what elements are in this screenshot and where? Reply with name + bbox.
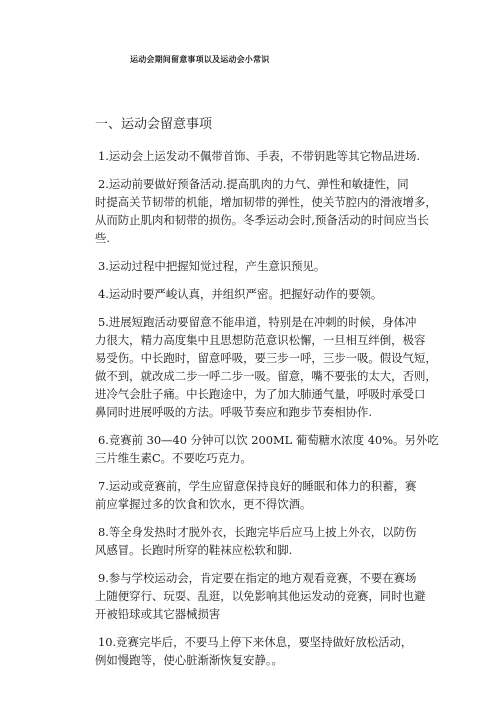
paragraph-line: 三片维生素C。不要吃巧克力。	[95, 451, 252, 465]
section-heading: 一、运动会留意事项	[95, 117, 213, 132]
paragraph-line: 4.运动时要严峻认真，并组织严密。把握好动作的要领。	[98, 287, 383, 301]
paragraph-item	[95, 431, 440, 467]
paragraph-line: 5.进展短跑活动要留意不能串道，特别是在冲刺的时候，身体冲	[98, 315, 417, 329]
paragraph-list	[95, 147, 440, 669]
paragraph-item	[95, 523, 440, 559]
paragraph-line: 8.等全身发热时才脱外衣，长跑完毕后应马上披上外衣，以防伤	[98, 525, 417, 539]
paragraph-line: 开被铅球或其它器械损害	[95, 607, 221, 621]
paragraph-line: 易受伤。中长跑时，留意呼吸，要三步一呼，三步一吸。假设气短，	[95, 351, 437, 365]
paragraph-item	[95, 477, 440, 513]
paragraph-line: 9.参与学校运动会，肯定要在指定的地方观看竞赛，不要在赛场	[98, 571, 417, 585]
paragraph-line: 上随便穿行、玩耍、乱逛，以免影响其他运发动的竞赛，同时也避	[95, 589, 426, 603]
paragraph-line: 例如慢跑等，使心脏渐渐恢复安静。。	[95, 653, 283, 667]
paragraph-line: 6.竞赛前 30—40 分钟可以饮 200ML 葡萄糖水浓度 40%。另外吃	[98, 433, 439, 447]
paragraph-item	[95, 257, 440, 275]
paragraph-line: 进冷气会肚子痛。中长跑途中，为了加大肺通气量，呼吸时承受口	[95, 387, 426, 401]
paragraph-item	[95, 633, 440, 669]
paragraph-line: 7.运动或竞赛前，学生应留意保持良好的睡眠和体力的积蓄，赛	[98, 479, 417, 493]
paragraph-line: 些.	[95, 231, 111, 245]
paragraph-line: 前应掌握过多的饮食和饮水，更不得饮酒。	[95, 497, 312, 511]
paragraph-item	[95, 147, 440, 165]
paragraph-line: 2.运动前要做好预备活动.提高肌肉的力气、弹性和敏捷性，同	[98, 177, 409, 191]
paragraph-line: 做不到，就改成二步一呼二步一吸。留意，嘴不要张的太大，否则，	[95, 369, 437, 383]
paragraph-line: 鼻同时进展呼吸的方法。呼吸节奏应和跑步节奏相协作.	[95, 405, 372, 419]
paragraph-item	[95, 175, 440, 247]
document-title: 运动会期间留意事项以及运动会小常识	[130, 55, 270, 64]
paragraph-line: 1.运动会上运发动不佩带首饰、手表，不带钥匙等其它物品进场.	[98, 149, 421, 163]
document-body	[95, 116, 440, 679]
paragraph-item	[95, 285, 440, 303]
paragraph-line: 从而防止肌肉和韧带的损伤。冬季运动会时,预备活动的时间应当长	[95, 213, 429, 227]
paragraph-line: 时提高关节韧带的机能，增加韧带的弹性，使关节腔内的滑液增多，	[95, 195, 437, 209]
paragraph-line: 3.运动过程中把握知觉过程，产生意识预见。	[98, 259, 326, 273]
paragraph-line: 风感冒。长跑时所穿的鞋袜应松软和脚.	[95, 543, 293, 557]
paragraph-line: 10.竞赛完毕后，不要马上停下来休息，要坚持做好放松活动，	[98, 635, 413, 649]
paragraph-item	[95, 313, 440, 421]
paragraph-line: 力很大，精力高度集中且思想防范意识松懈，一旦相互绊倒，极容	[95, 333, 426, 347]
paragraph-item	[95, 569, 440, 623]
